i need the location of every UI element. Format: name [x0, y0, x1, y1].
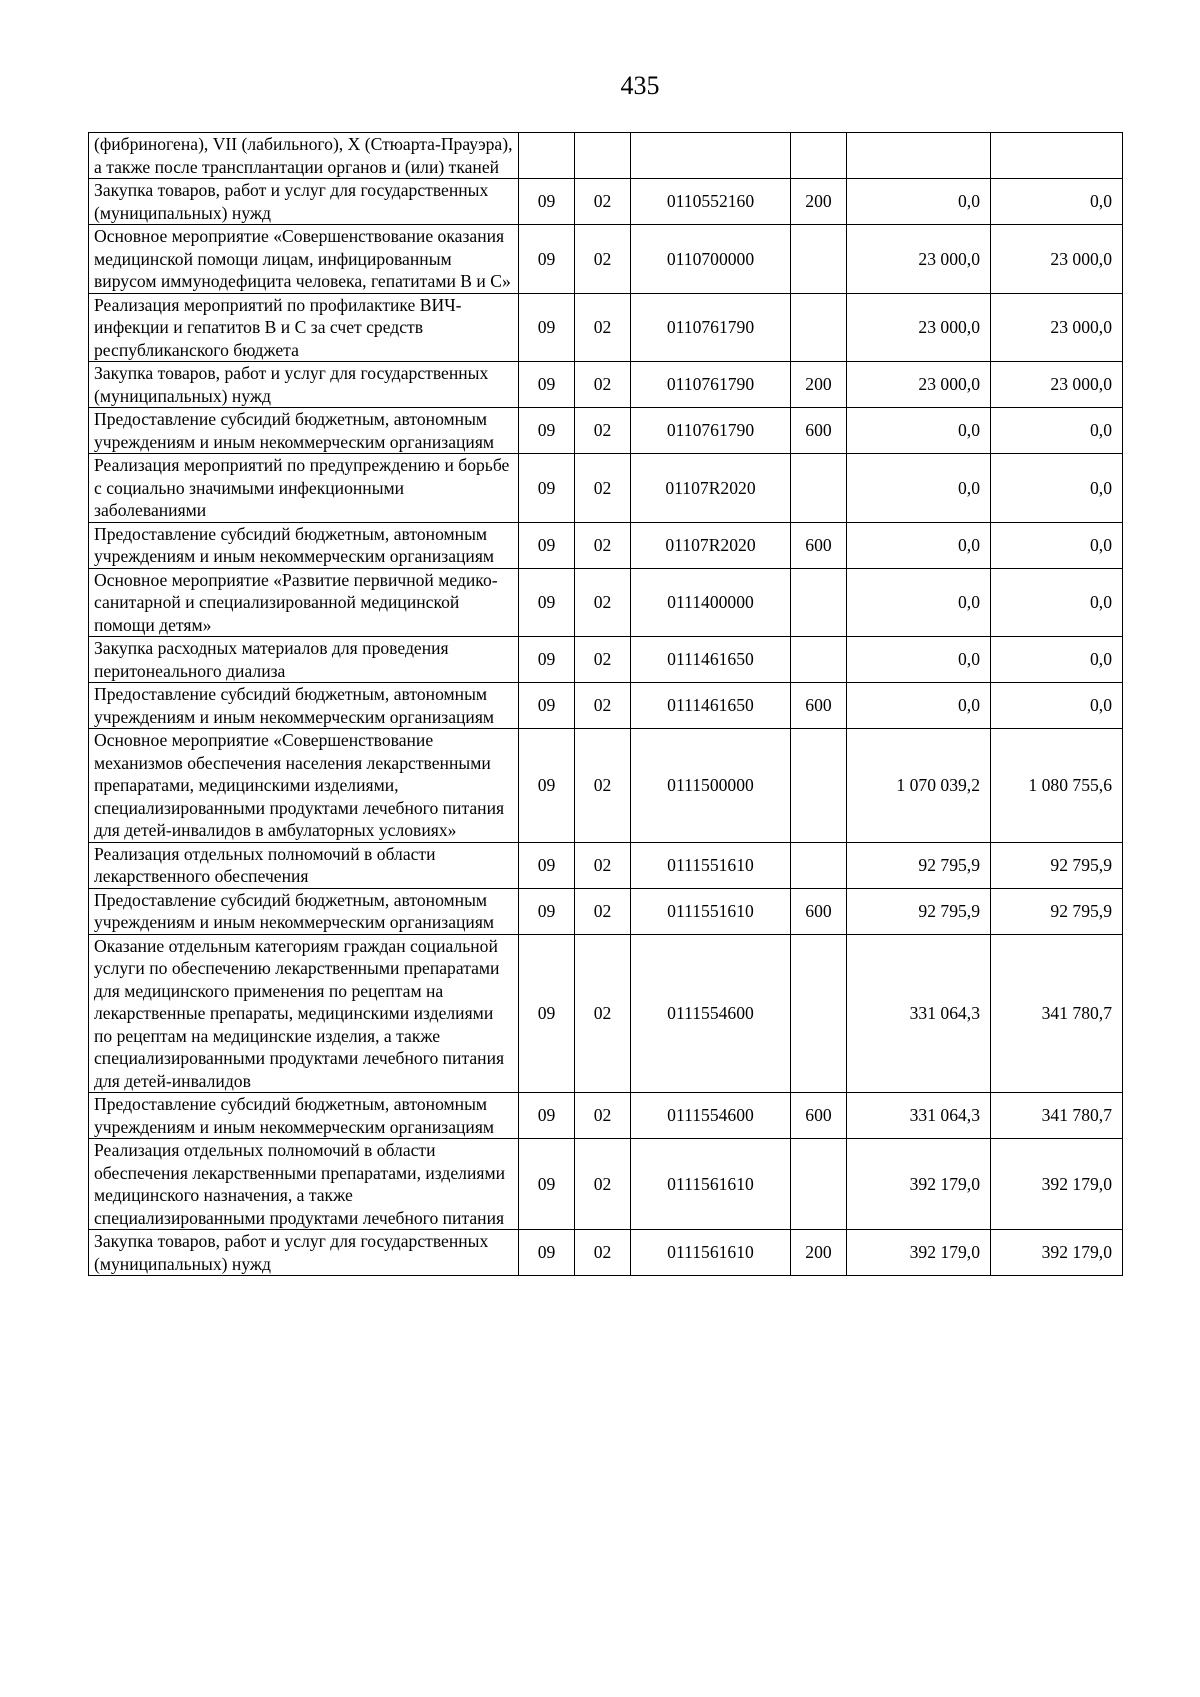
- section-code-cell: 09: [519, 568, 575, 637]
- amount-year2-cell: 0,0: [991, 454, 1123, 523]
- budget-table: [88, 132, 1123, 1276]
- target-article-cell: 01107R2020: [631, 522, 791, 568]
- target-article-cell: 0111461650: [631, 637, 791, 683]
- target-article-cell: 0111561610: [631, 1230, 791, 1276]
- subsection-code-cell: 02: [575, 522, 631, 568]
- expense-name-cell: (фибриногена), VII (лабильного), X (Стюарта-Прауэра), а также после трансплантации органов и (или) тканей: [89, 133, 519, 179]
- section-code-cell: 09: [519, 888, 575, 934]
- target-article-cell: 0111500000: [631, 729, 791, 843]
- section-code-cell: [519, 133, 575, 179]
- amount-year1-cell: 0,0: [847, 683, 991, 729]
- amount-year1-cell: 0,0: [847, 179, 991, 225]
- subsection-code-cell: 02: [575, 179, 631, 225]
- target-article-cell: [631, 133, 791, 179]
- amount-year1-cell: 392 179,0: [847, 1139, 991, 1230]
- table-row: [89, 888, 1123, 934]
- table-row: [89, 1093, 1123, 1139]
- expense-name-cell: Реализация отдельных полномочий в области лекарственного обеспечения: [89, 842, 519, 888]
- target-article-cell: 0110761790: [631, 408, 791, 454]
- subsection-code-cell: 02: [575, 934, 631, 1093]
- expense-name-cell: Закупка расходных материалов для проведения перитонеального диализа: [89, 637, 519, 683]
- target-article-cell: 0111561610: [631, 1139, 791, 1230]
- expense-name-cell: Предоставление субсидий бюджетным, автономным учреждениям и иным некоммерческим организациям: [89, 888, 519, 934]
- section-code-cell: 09: [519, 1139, 575, 1230]
- amount-year2-cell: 23 000,0: [991, 362, 1123, 408]
- expense-name-cell: Закупка товаров, работ и услуг для государственных (муниципальных) нужд: [89, 179, 519, 225]
- expense-type-cell: 600: [791, 888, 847, 934]
- expense-name-cell: Основное мероприятие «Совершенствование оказания медицинской помощи лицам, инфицированным вирусом иммунодефицита человека, гепатитами В и С»: [89, 225, 519, 294]
- section-code-cell: 09: [519, 1230, 575, 1276]
- expense-name-cell: Предоставление субсидий бюджетным, автономным учреждениям и иным некоммерческим организациям: [89, 408, 519, 454]
- amount-year2-cell: 392 179,0: [991, 1230, 1123, 1276]
- subsection-code-cell: [575, 133, 631, 179]
- amount-year2-cell: 0,0: [991, 522, 1123, 568]
- target-article-cell: 0111400000: [631, 568, 791, 637]
- amount-year2-cell: 1 080 755,6: [991, 729, 1123, 843]
- expense-name-cell: Закупка товаров, работ и услуг для государственных (муниципальных) нужд: [89, 362, 519, 408]
- section-code-cell: 09: [519, 637, 575, 683]
- expense-type-cell: [791, 637, 847, 683]
- expense-name-cell: Реализация отдельных полномочий в области обеспечения лекарственными препаратами, изделиями медицинского назначения, а также специализированными продуктами лечебного питания: [89, 1139, 519, 1230]
- amount-year1-cell: 23 000,0: [847, 225, 991, 294]
- expense-type-cell: 600: [791, 683, 847, 729]
- target-article-cell: 0110552160: [631, 179, 791, 225]
- amount-year2-cell: 92 795,9: [991, 842, 1123, 888]
- subsection-code-cell: 02: [575, 1230, 631, 1276]
- expense-name-cell: Реализация мероприятий по профилактике ВИЧ-инфекции и гепатитов В и С за счет средств республиканского бюджета: [89, 293, 519, 362]
- table-row: [89, 1230, 1123, 1276]
- section-code-cell: 09: [519, 842, 575, 888]
- expense-name-cell: Предоставление субсидий бюджетным, автономным учреждениям и иным некоммерческим организациям: [89, 522, 519, 568]
- amount-year2-cell: 341 780,7: [991, 934, 1123, 1093]
- subsection-code-cell: 02: [575, 842, 631, 888]
- amount-year1-cell: 0,0: [847, 522, 991, 568]
- section-code-cell: 09: [519, 225, 575, 294]
- section-code-cell: 09: [519, 408, 575, 454]
- subsection-code-cell: 02: [575, 293, 631, 362]
- expense-name-cell: Предоставление субсидий бюджетным, автономным учреждениям и иным некоммерческим организациям: [89, 683, 519, 729]
- table-row: [89, 637, 1123, 683]
- section-code-cell: 09: [519, 522, 575, 568]
- subsection-code-cell: 02: [575, 637, 631, 683]
- amount-year1-cell: 392 179,0: [847, 1230, 991, 1276]
- expense-name-cell: Закупка товаров, работ и услуг для государственных (муниципальных) нужд: [89, 1230, 519, 1276]
- table-body: [89, 133, 1123, 1276]
- section-code-cell: 09: [519, 293, 575, 362]
- expense-type-cell: 600: [791, 408, 847, 454]
- amount-year1-cell: 23 000,0: [847, 362, 991, 408]
- expense-type-cell: [791, 225, 847, 294]
- expense-name-cell: Основное мероприятие «Развитие первичной медико-санитарной и специализированной медицинской помощи детям»: [89, 568, 519, 637]
- section-code-cell: 09: [519, 683, 575, 729]
- amount-year1-cell: 92 795,9: [847, 888, 991, 934]
- amount-year2-cell: 392 179,0: [991, 1139, 1123, 1230]
- section-code-cell: 09: [519, 454, 575, 523]
- table-row: [89, 454, 1123, 523]
- amount-year2-cell: 0,0: [991, 683, 1123, 729]
- target-article-cell: 0111461650: [631, 683, 791, 729]
- subsection-code-cell: 02: [575, 1139, 631, 1230]
- subsection-code-cell: 02: [575, 454, 631, 523]
- subsection-code-cell: 02: [575, 1093, 631, 1139]
- amount-year2-cell: 23 000,0: [991, 293, 1123, 362]
- target-article-cell: 0110761790: [631, 362, 791, 408]
- amount-year1-cell: [847, 133, 991, 179]
- amount-year1-cell: 0,0: [847, 568, 991, 637]
- amount-year2-cell: 0,0: [991, 408, 1123, 454]
- section-code-cell: 09: [519, 1093, 575, 1139]
- amount-year2-cell: [991, 133, 1123, 179]
- expense-type-cell: 600: [791, 522, 847, 568]
- table-row: [89, 179, 1123, 225]
- table-row: [89, 1139, 1123, 1230]
- amount-year1-cell: 1 070 039,2: [847, 729, 991, 843]
- subsection-code-cell: 02: [575, 729, 631, 843]
- expense-name-cell: Оказание отдельным категориям граждан социальной услуги по обеспечению лекарственными препаратами для медицинского применения по рецептам на лекарственные препараты, медицинскими изделиями по рецептам на медицинские изделия, а также специализированными продуктами лечебного питания для детей-инвалидов: [89, 934, 519, 1093]
- table-row: [89, 683, 1123, 729]
- expense-type-cell: 600: [791, 1093, 847, 1139]
- expense-name-cell: Основное мероприятие «Совершенствование механизмов обеспечения населения лекарственными препаратами, медицинскими изделиями, специализированными продуктами лечебного питания для детей-инвалидов в амбулаторных условиях»: [89, 729, 519, 843]
- target-article-cell: 01107R2020: [631, 454, 791, 523]
- section-code-cell: 09: [519, 729, 575, 843]
- amount-year1-cell: 92 795,9: [847, 842, 991, 888]
- expense-type-cell: [791, 454, 847, 523]
- table-row: [89, 568, 1123, 637]
- expense-type-cell: 200: [791, 1230, 847, 1276]
- target-article-cell: 0111551610: [631, 888, 791, 934]
- subsection-code-cell: 02: [575, 683, 631, 729]
- amount-year2-cell: 92 795,9: [991, 888, 1123, 934]
- target-article-cell: 0111554600: [631, 1093, 791, 1139]
- amount-year2-cell: 0,0: [991, 568, 1123, 637]
- expense-type-cell: 200: [791, 362, 847, 408]
- amount-year2-cell: 341 780,7: [991, 1093, 1123, 1139]
- expense-type-cell: [791, 293, 847, 362]
- amount-year1-cell: 331 064,3: [847, 934, 991, 1093]
- expense-type-cell: [791, 934, 847, 1093]
- amount-year1-cell: 23 000,0: [847, 293, 991, 362]
- target-article-cell: 0111551610: [631, 842, 791, 888]
- subsection-code-cell: 02: [575, 568, 631, 637]
- table-row: [89, 362, 1123, 408]
- page-number: 435: [620, 71, 660, 100]
- table-row: [89, 729, 1123, 843]
- target-article-cell: 0110761790: [631, 293, 791, 362]
- expense-type-cell: [791, 568, 847, 637]
- subsection-code-cell: 02: [575, 225, 631, 294]
- target-article-cell: 0111554600: [631, 934, 791, 1093]
- section-code-cell: 09: [519, 934, 575, 1093]
- table-row: [89, 842, 1123, 888]
- subsection-code-cell: 02: [575, 362, 631, 408]
- amount-year2-cell: 0,0: [991, 179, 1123, 225]
- expense-type-cell: [791, 133, 847, 179]
- section-code-cell: 09: [519, 179, 575, 225]
- amount-year1-cell: 331 064,3: [847, 1093, 991, 1139]
- target-article-cell: 0110700000: [631, 225, 791, 294]
- amount-year1-cell: 0,0: [847, 408, 991, 454]
- table-row: [89, 225, 1123, 294]
- subsection-code-cell: 02: [575, 408, 631, 454]
- table-row: [89, 934, 1123, 1093]
- table-row: [89, 408, 1123, 454]
- subsection-code-cell: 02: [575, 888, 631, 934]
- amount-year2-cell: 0,0: [991, 637, 1123, 683]
- table-row: [89, 293, 1123, 362]
- expense-type-cell: [791, 1139, 847, 1230]
- table-row: [89, 522, 1123, 568]
- expense-type-cell: [791, 842, 847, 888]
- expense-type-cell: 200: [791, 179, 847, 225]
- section-code-cell: 09: [519, 362, 575, 408]
- amount-year1-cell: 0,0: [847, 454, 991, 523]
- expense-name-cell: Предоставление субсидий бюджетным, автономным учреждениям и иным некоммерческим организациям: [89, 1093, 519, 1139]
- table-row: [89, 133, 1123, 179]
- amount-year2-cell: 23 000,0: [991, 225, 1123, 294]
- expense-type-cell: [791, 729, 847, 843]
- amount-year1-cell: 0,0: [847, 637, 991, 683]
- expense-name-cell: Реализация мероприятий по предупреждению и борьбе с социально значимыми инфекционными заболеваниями: [89, 454, 519, 523]
